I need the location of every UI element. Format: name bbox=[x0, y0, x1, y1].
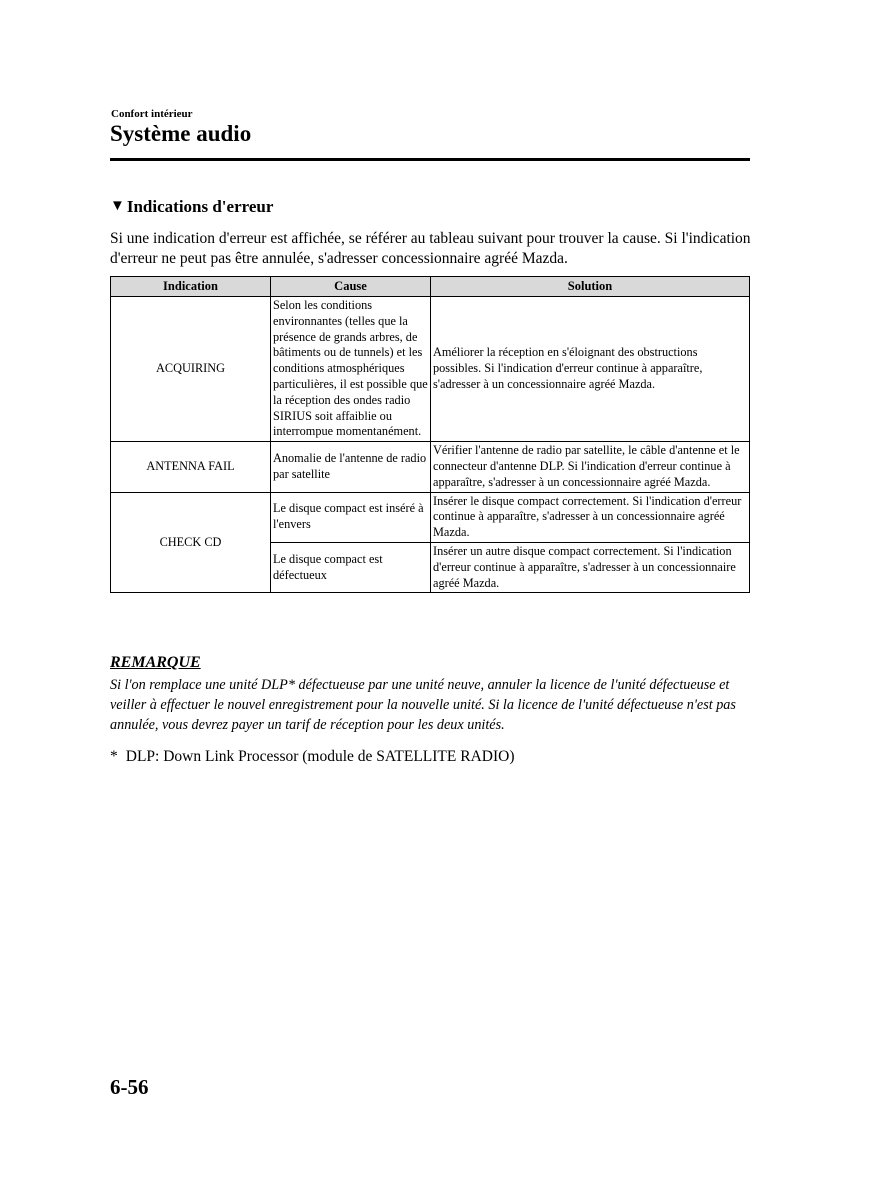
page-title: Système audio bbox=[110, 121, 252, 146]
title-rule bbox=[110, 158, 750, 161]
remark-text: Si l'on remplace une unité DLP* défectueuse par une unité neuve, annuler la licence de l'unité défectueuse et veiller à effectuer le nouvel enregistrement pour la nouvelle unité. Si la licence de l'unité défectueuse n'est pas annulée, vous devrez payer un tarif de réception pour les deux unités. bbox=[110, 677, 736, 733]
page-number: 6-56 bbox=[110, 1075, 149, 1099]
solution-cell: Améliorer la réception en s'éloignant des obstructions possibles. Si l'indication d'erreur continue à apparaître, s'adresser à un concessionnaire agréé Mazda. bbox=[431, 297, 750, 442]
solution-cell: Vérifier l'antenne de radio par satellite, le câble d'antenne et le connecteur d'antenne DLP. Si l'indication d'erreur continue à apparaître, s'adresser à un concessionnaire agréé Mazda. bbox=[431, 442, 750, 492]
header-indication: Indication bbox=[111, 277, 271, 297]
cause-cell: Selon les conditions environnantes (telles que la présence de grands arbres, de bâtiments ou de tunnels) et les conditions atmosphériques particulières, il est possible que la réception des ondes radio SIRIUS soit affaiblie ou interrompue momentanément. bbox=[271, 297, 431, 442]
intro-paragraph: Si une indication d'erreur est affichée, se référer au tableau suivant pour trouver la cause. Si l'indication d'erreur ne peut pas être annulée, s'adresser concessionnaire agréé Mazda. bbox=[110, 230, 751, 267]
header-solution: Solution bbox=[431, 277, 750, 297]
footnote-text: DLP: Down Link Processor (module de SATELLITE RADIO) bbox=[125, 748, 515, 765]
table-row bbox=[111, 442, 750, 492]
table-header-row bbox=[111, 277, 750, 297]
indication-cell: ACQUIRING bbox=[111, 297, 271, 442]
error-table bbox=[110, 276, 750, 593]
table-row bbox=[111, 297, 750, 442]
footnote-marker: * bbox=[110, 748, 118, 765]
section-label: Confort intérieur bbox=[111, 108, 193, 120]
subheading bbox=[110, 197, 273, 217]
footnote bbox=[110, 748, 514, 766]
remark-title: REMARQUE bbox=[110, 654, 201, 671]
solution-cell: Insérer le disque compact correctement. Si l'indication d'erreur continue à apparaître, s'adresser à un concessionnaire agréé Mazda. bbox=[431, 492, 750, 542]
triangle-down-icon: ▼ bbox=[110, 197, 125, 214]
table-row bbox=[111, 492, 750, 542]
indication-cell: ANTENNA FAIL bbox=[111, 442, 271, 492]
cause-cell: Le disque compact est défectueux bbox=[271, 542, 431, 592]
header-cause: Cause bbox=[271, 277, 431, 297]
cause-cell: Anomalie de l'antenne de radio par satellite bbox=[271, 442, 431, 492]
cause-cell: Le disque compact est inséré à l'envers bbox=[271, 492, 431, 542]
subheading-text: Indications d'erreur bbox=[126, 197, 274, 216]
indication-cell: CHECK CD bbox=[111, 492, 271, 593]
solution-cell: Insérer un autre disque compact correctement. Si l'indication d'erreur continue à apparaître, s'adresser à un concessionnaire agréé Mazda. bbox=[431, 542, 750, 592]
